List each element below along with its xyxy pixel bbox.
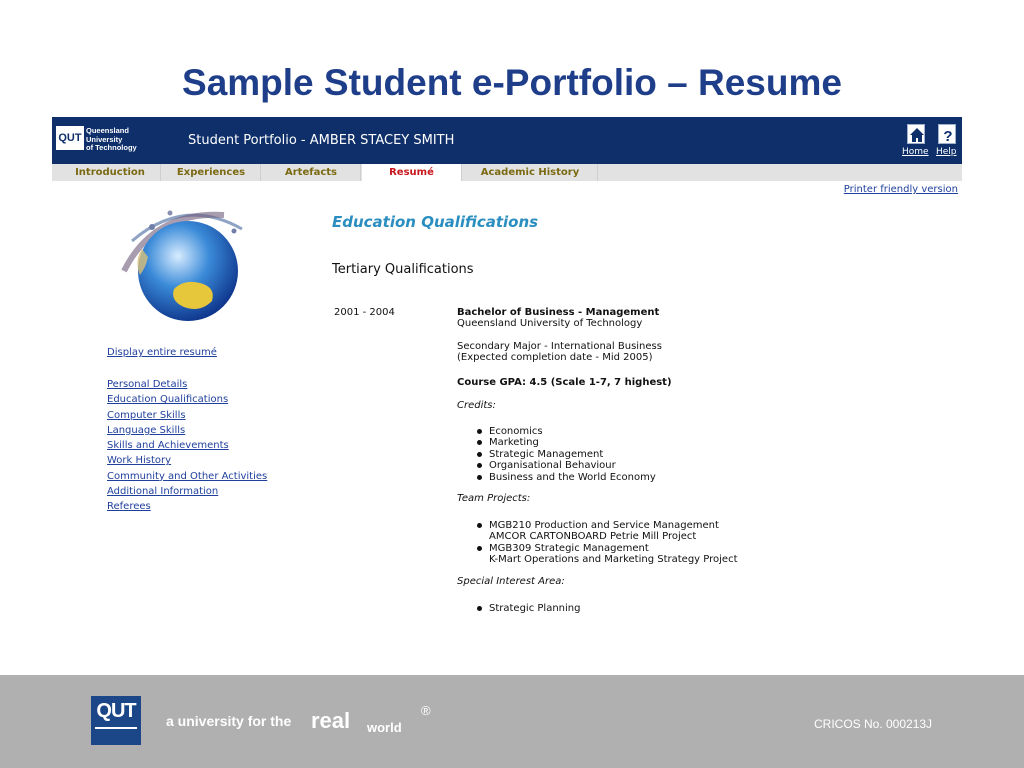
- list-item: Business and the World Economy: [476, 472, 656, 483]
- secondary-major: Secondary Major - International Business: [457, 341, 662, 352]
- nav-education-qualifications[interactable]: Education Qualifications: [107, 394, 229, 406]
- tab-experiences[interactable]: Experiences: [162, 164, 261, 181]
- team-projects-label: Team Projects:: [457, 493, 531, 504]
- list-item: MGB309 Strategic Management: [476, 543, 738, 554]
- slide-title: Sample Student e-Portfolio – Resume: [182, 62, 842, 103]
- team-projects-list: [476, 520, 738, 566]
- help-button[interactable]: [938, 124, 956, 144]
- tab-artefacts[interactable]: Artefacts: [262, 164, 361, 181]
- resume-section-nav: [107, 378, 267, 516]
- credits-label: Credits:: [457, 400, 496, 411]
- tagline-part-2: real: [311, 708, 351, 733]
- nav-skills-and-achievements[interactable]: Skills and Achievements: [107, 440, 229, 452]
- list-item: Organisational Behaviour: [476, 460, 656, 471]
- help-link[interactable]: Help: [936, 147, 957, 157]
- nav-additional-information[interactable]: Additional Information: [107, 486, 219, 498]
- list-item: Strategic Planning: [476, 603, 580, 614]
- portfolio-header: [52, 117, 962, 164]
- qut-logo-text: [86, 127, 137, 153]
- home-link[interactable]: Home: [902, 147, 929, 157]
- nav-computer-skills[interactable]: Computer Skills: [107, 409, 186, 421]
- cricos-number: CRICOS No. 000213J: [814, 717, 933, 731]
- tagline-part-1: a university for the: [166, 713, 292, 729]
- nav-referees[interactable]: Referees: [107, 501, 151, 513]
- qut-logo-mark: QUT: [56, 126, 84, 150]
- degree-name: Bachelor of Business - Management: [457, 307, 660, 318]
- course-gpa: Course GPA: 4.5 (Scale 1-7, 7 highest): [457, 377, 672, 388]
- special-interest-label: Special Interest Area:: [457, 576, 565, 587]
- list-item: Marketing: [476, 437, 656, 448]
- completion-date: (Expected completion date - Mid 2005): [457, 352, 653, 363]
- slide-footer: [0, 675, 1024, 768]
- special-interest-list: [476, 603, 580, 614]
- institution-name: Queensland University of Technology: [457, 318, 643, 329]
- list-item: Economics: [476, 426, 656, 437]
- home-icon: [908, 125, 926, 145]
- section-title: Education Qualifications: [332, 213, 539, 231]
- list-item: MGB210 Production and Service Management: [476, 520, 738, 531]
- nav-personal-details[interactable]: Personal Details: [107, 379, 188, 390]
- credits-list: [476, 426, 656, 483]
- portfolio-title: Student Portfolio - AMBER STACEY SMITH: [188, 133, 455, 148]
- tagline-part-3: world: [367, 720, 402, 735]
- tab-bar: [52, 164, 962, 181]
- logo-line: of Technology: [86, 143, 137, 152]
- printer-friendly-link[interactable]: Printer friendly version: [843, 184, 958, 195]
- tab-academic-history[interactable]: Academic History: [463, 164, 598, 181]
- logo-line: Queensland: [86, 126, 129, 135]
- project-detail: AMCOR CARTONBOARD Petrie Mill Project: [489, 531, 697, 543]
- registered-mark: ®: [421, 703, 431, 718]
- svg-text:?: ?: [943, 128, 953, 145]
- portfolio-screenshot: [52, 117, 962, 636]
- qualification-years: 2001 - 2004: [334, 307, 395, 318]
- nav-language-skills[interactable]: Language Skills: [107, 424, 186, 436]
- help-icon: [939, 125, 957, 145]
- subsection-title: Tertiary Qualifications: [332, 262, 474, 277]
- footer-qut-logo: QUT: [91, 696, 141, 745]
- globe-image: [114, 201, 256, 327]
- home-button[interactable]: [907, 124, 925, 144]
- tab-resume[interactable]: Resumé: [362, 164, 462, 181]
- nav-work-history[interactable]: Work History: [107, 455, 172, 467]
- list-item: Strategic Management: [476, 449, 656, 460]
- tab-introduction[interactable]: Introduction: [60, 164, 161, 181]
- display-entire-resume-link[interactable]: Display entire resumé: [107, 347, 217, 358]
- nav-community-activities[interactable]: Community and Other Activities: [107, 470, 268, 482]
- logo-line: University: [86, 134, 123, 144]
- project-detail: K-Mart Operations and Marketing Strategy Project: [489, 554, 738, 566]
